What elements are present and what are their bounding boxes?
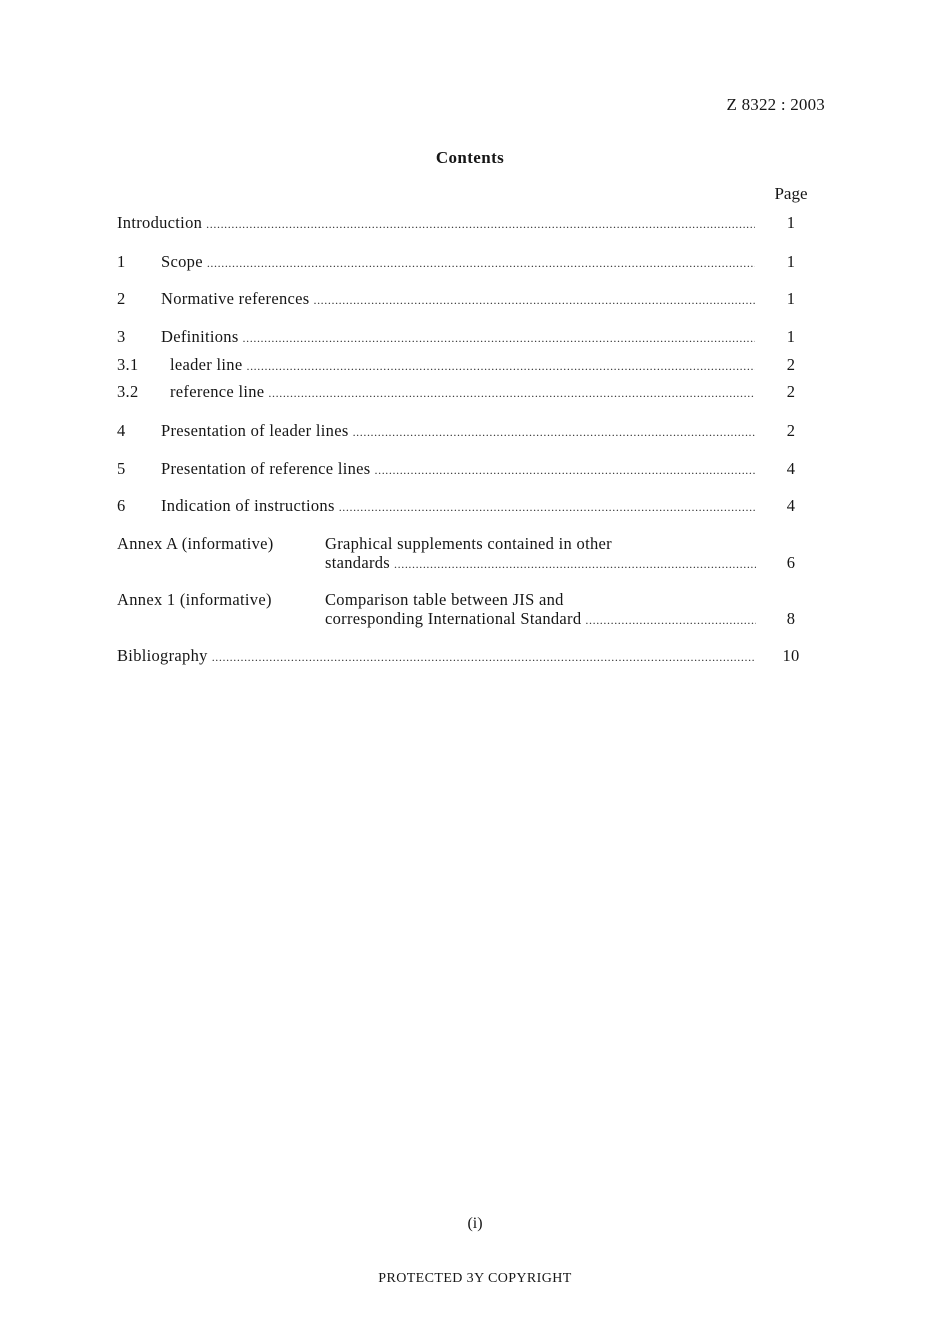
toc-entry-title: Introduction [117,213,203,232]
toc-entry-indication-instructions [117,496,817,518]
toc-entry-title: Definitions [161,327,239,346]
toc-leader-dots [268,386,755,401]
toc-entry-page: 10 [782,646,800,665]
toc-entry-page: 2 [786,421,796,440]
toc-entry-number: 6 [117,496,126,515]
toc-entry-title: leader line [170,355,243,374]
annex-label: Annex 1 (informative) [117,590,272,609]
toc-entry-title: Bibliography [117,646,208,665]
toc-entry-presentation-leader-lines [117,421,817,443]
toc-entry-reference-line [117,382,817,404]
toc-entry-page: 2 [786,355,796,374]
toc-leader-dots [339,500,755,515]
toc-entry-number: 3.2 [117,382,139,401]
toc-leader-dots [207,256,755,271]
toc-entry-page: 1 [786,327,796,346]
toc-entry-number: 5 [117,459,126,478]
toc-entry-scope [117,252,817,274]
toc-entry-bibliography [117,646,817,668]
toc-entry-title: Presentation of reference lines [161,459,371,478]
toc-entry-presentation-reference-lines [117,459,817,481]
toc-entry-annex-a [117,534,817,576]
toc-entry-leader-line [117,355,817,377]
toc-entry-page: 8 [786,609,796,628]
toc-entry-page: 6 [786,553,796,572]
annex-title-line1: Graphical supplements contained in other [325,534,612,553]
toc-entry-title: Normative references [161,289,310,308]
toc-leader-dots [313,293,755,308]
toc-entry-definitions [117,327,817,349]
toc-entry-page: 1 [786,213,796,232]
annex-title-end: standards [325,553,391,572]
toc-leader-dots [353,425,755,440]
toc-entry-number: 4 [117,421,126,440]
toc-entry-number: 3.1 [117,355,139,374]
annex-label: Annex A (informative) [117,534,274,553]
copyright-notice: PROTECTED 3Y COPYRIGHT [378,1271,572,1286]
annex-title-line2 [325,553,756,573]
toc-leader-dots [206,217,755,232]
toc-entry-page: 4 [786,496,796,515]
toc-leader-dots [394,557,756,572]
annex-title-end: corresponding International Standard [325,609,582,628]
toc-entry-introduction [117,213,817,235]
toc-entry-number: 1 [117,252,126,271]
toc-entry-title: Scope [161,252,203,271]
document-id: Z 8322 : 2003 [726,95,825,114]
toc-leader-dots [375,463,756,478]
toc-leader-dots [212,650,755,665]
annex-title-line2 [325,609,756,629]
toc-entry-page: 4 [786,459,796,478]
toc-entry-normative-references [117,289,817,311]
toc-entry-title: reference line [170,382,265,401]
footer-page-number: (i) [467,1215,483,1232]
toc-entry-page: 2 [786,382,796,401]
toc-leader-dots [243,331,755,346]
toc-entry-number: 2 [117,289,126,308]
toc-entry-number: 3 [117,327,126,346]
contents-title: Contents [435,148,505,167]
toc-leader-dots [585,613,756,628]
toc-entry-page: 1 [786,289,796,308]
toc-leader-dots [246,359,755,374]
toc-entry-title: Presentation of leader lines [161,421,349,440]
page-column-heading: Page [774,184,808,203]
toc-entry-title: Indication of instructions [161,496,335,515]
annex-title-line1: Comparison table between JIS and [325,590,564,609]
toc-entry-page: 1 [786,252,796,271]
toc-entry-annex-1 [117,590,817,632]
